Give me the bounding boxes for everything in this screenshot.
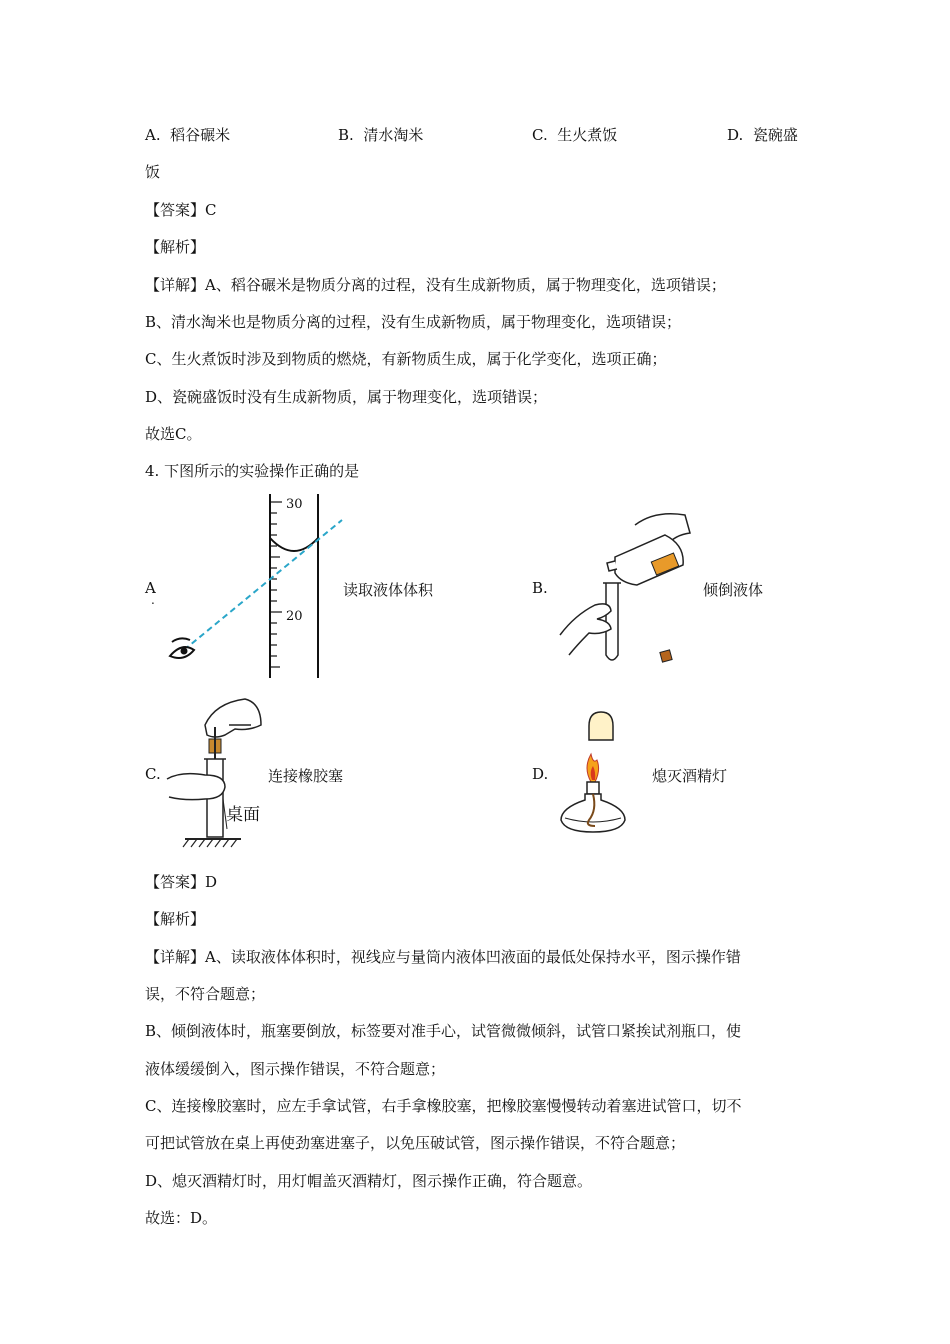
option-key: D. (727, 126, 744, 144)
option-text: 生火煮饭 (557, 126, 618, 144)
q3-option-b (338, 124, 423, 145)
option-key: A. (145, 126, 161, 144)
tick-label-30: 30 (286, 497, 303, 512)
q4-detail-line: D、熄灭酒精灯时，用灯帽盖灭酒精灯，图示操作正确，符合题意。 (145, 1172, 593, 1190)
alcohol-lamp-figure (555, 710, 630, 838)
q3-option-d (727, 124, 798, 145)
q4-detail-line: 【详解】A、读取液体体积时，视线应与量筒内液体凹液面的最低处保持水平，图示操作错 (145, 948, 741, 966)
q3-detail-line: C、生火煮饭时涉及到物质的燃烧，有新物质生成，属于化学变化，选项正确； (145, 350, 667, 368)
q3-conclusion: 故选C。 (145, 425, 202, 443)
q4-analysis-title: 【解析】 (145, 910, 206, 928)
q4-option-a-key: A (145, 579, 156, 597)
q3-option-a (145, 124, 230, 145)
lamp-cap-icon (589, 712, 613, 740)
q4-detail-line: 可把试管放在桌上再使劲塞进塞子，以免压破试管，图示操作错误，不符合题意； (145, 1134, 686, 1152)
pouring-liquid-figure (555, 505, 705, 670)
q4-detail-line: 液体缓缓倒入，图示操作错误，不符合题意； (145, 1060, 446, 1078)
table-label: 桌面 (226, 805, 260, 825)
q4-option-d-key: D. (532, 765, 549, 783)
q4-option-d-label: 熄灭酒精灯 (652, 767, 728, 785)
q4-option-a-label: 读取液体体积 (343, 581, 434, 599)
option-text: 瓷碗盛 (752, 126, 798, 144)
option-text: 清水淘米 (363, 126, 424, 144)
option-text: 稻谷碾米 (170, 126, 231, 144)
q3-detail-line: B、清水淘米也是物质分离的过程，没有生成新物质，属于物理变化，选项错误； (145, 313, 682, 331)
eye-icon (170, 638, 194, 658)
q4-option-a-key-dot: . (151, 593, 155, 607)
option-key: C. (532, 126, 548, 144)
q4-answer: 【答案】D (145, 873, 218, 891)
q4-option-c-label: 连接橡胶塞 (268, 767, 344, 785)
q3-detail-line: D、瓷碗盛饭时没有生成新物质，属于物理变化，选项错误； (145, 388, 548, 406)
q4-option-b-label: 倾倒液体 (703, 581, 764, 599)
q3-option-c (532, 124, 617, 145)
q3-detail-line: 【详解】A、稻谷碾米是物质分离的过程，没有生成新物质，属于物理变化，选项错误； (145, 276, 726, 294)
q3-option-d-continuation: 饭 (145, 163, 161, 181)
graduated-cylinder-figure (160, 492, 350, 684)
q4-stem: 4. 下图所示的实验操作正确的是 (145, 462, 360, 480)
q4-detail-line: C、连接橡胶塞时，应左手拿试管，右手拿橡胶塞，把橡胶塞慢慢转动着塞进试管口，切不 (145, 1097, 742, 1115)
q4-conclusion: 故选：D。 (145, 1209, 218, 1227)
q3-analysis-title: 【解析】 (145, 238, 206, 256)
q4-detail-line: 误，不符合题意； (145, 985, 266, 1003)
connect-stopper-figure (165, 695, 265, 855)
q4-detail-line: B、倾倒液体时，瓶塞要倒放，标签要对准手心，试管微微倾斜，试管口紧挨试剂瓶口，使 (145, 1022, 742, 1040)
option-key: B. (338, 126, 354, 144)
tick-label-20: 20 (286, 609, 303, 624)
q3-answer: 【答案】C (145, 201, 217, 219)
q4-option-b-key: B. (532, 579, 548, 597)
q4-option-c-key: C. (145, 765, 161, 783)
